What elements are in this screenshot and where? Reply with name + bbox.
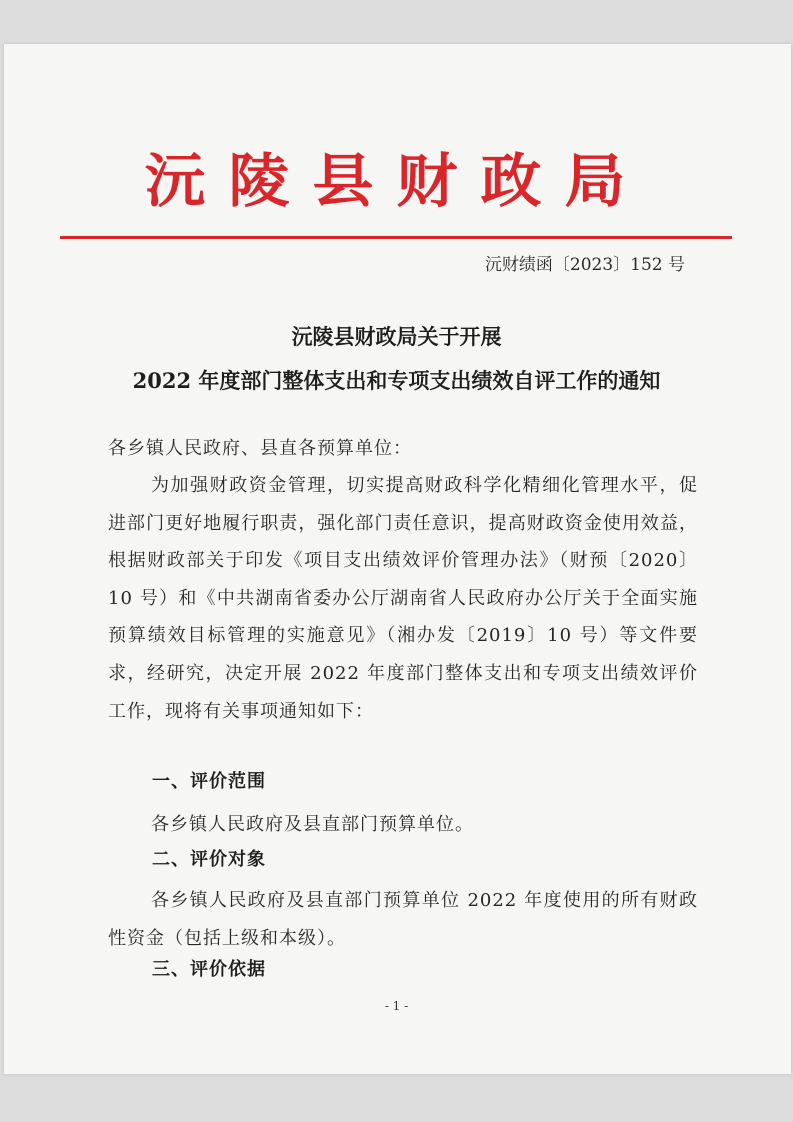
section-heading-basis: 三、评价依据 — [152, 959, 266, 980]
red-divider-line — [60, 236, 732, 239]
section-heading-scope: 一、评价范围 — [152, 771, 266, 792]
notice-title-line-1: 沅陵县财政局关于开展 — [291, 324, 502, 349]
page-number: - 1 - — [384, 999, 409, 1013]
intro-paragraph: 为加强财政资金管理，切实提高财政科学化精细化管理水平，促进部门更好地履行职责，强化部门责任意识，提高财政资金使用效益，根据财政部关于印发《项目支出绩效评价管理办法》（财预〔2020〕10 号）和《中共湖南省委办公厅湖南省人民政府办公厅关于全面实施预算绩效目标管理的实施意见》（湘办发〔2019〕10 号）等文件要求，经研究，决定开展 2022 年度部门整体支出和专项支出绩效评价工作，现将有关事项通知如下： — [108, 475, 698, 722]
section-heading-object: 二、评价对象 — [152, 849, 266, 870]
masthead-title: 沅陵县财政局 — [144, 147, 649, 215]
section-text-scope: 各乡镇人民政府及县直部门预算单位。 — [151, 814, 474, 835]
document-number: 沅财绩函〔2023〕152 号 — [484, 255, 685, 275]
notice-title-line-2: 2022 年度部门整体支出和专项支出绩效自评工作的通知 — [132, 368, 661, 393]
salutation: 各乡镇人民政府、县直各预算单位： — [108, 438, 412, 459]
section-text-object: 各乡镇人民政府及县直部门预算单位 2022 年度使用的所有财政性资金（包括上级和本级）。 — [108, 890, 698, 949]
